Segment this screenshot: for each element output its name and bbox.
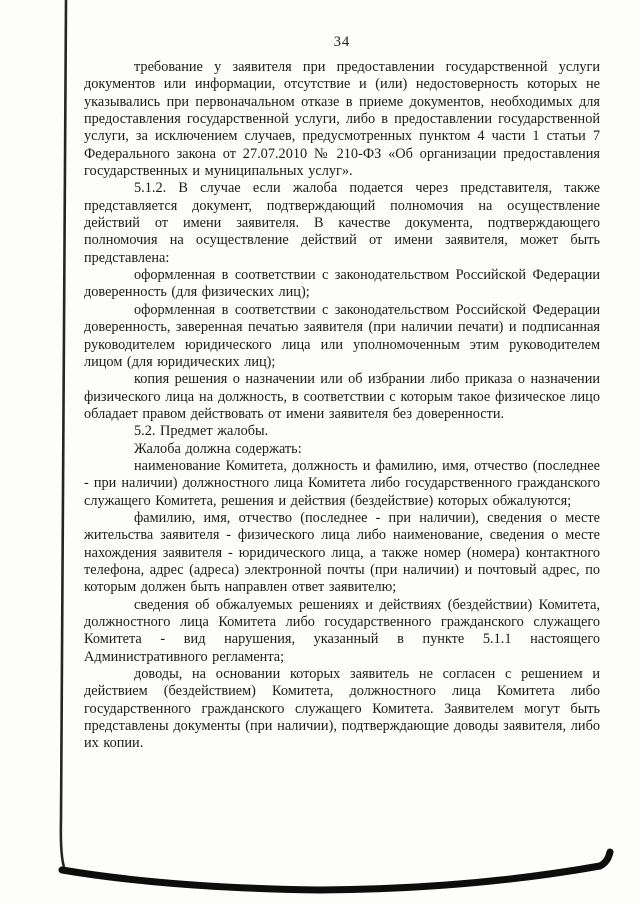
paragraph-power-of-attorney-legal-entities: оформленная в соответствии с законодательством Российской Федерации доверенность, заверенная печатью заявителя (при наличии печати) и подписанная руководителем юридического лица или уполномоченным этим руководителем лицом (для юридических лиц); bbox=[84, 301, 600, 370]
paragraph-power-of-attorney-individuals: оформленная в соответствии с законодательством Российской Федерации доверенность (для физических лиц); bbox=[84, 267, 600, 301]
paragraph-applicant-details-item: фамилию, имя, отчество (последнее - при наличии), сведения о месте жительства заявителя - физического лица либо наименование, сведения о месте нахождения заявителя - юридического лица, а также номер (номера) контактного телефона, адрес (адреса) электронной почты (при наличии) и почтовый адрес, по которым должен быть направлен ответ заявителю; bbox=[84, 509, 600, 596]
page-number: 34 bbox=[333, 34, 351, 50]
paragraph-arguments-item: доводы, на основании которых заявитель не согласен с решением и действием (бездействием) Комитета, должностного лица Комитета либо государственного гражданского служащего Комитета. Заявителем могут быть представлены документы (при наличии), подтверждающие доводы заявителя, либо их копии. bbox=[84, 666, 600, 752]
paragraph-5-2-heading: 5.2. Предмет жалобы. bbox=[134, 423, 269, 440]
paragraph-5-1-2: 5.1.2. В случае если жалоба подается через представителя, также представляется документ, подтверждающий полномочия на осуществление действий от имени заявителя. В качестве документа, подтверждающего полномочия на осуществление действий от имени заявителя, может быть представлена: bbox=[84, 180, 600, 266]
scan-edge-bottom bbox=[62, 852, 610, 890]
scan-edge-left bbox=[61, 0, 66, 872]
paragraph-requirement-clause: требование у заявителя при предоставлении государственной услуги документов или информации, отсутствие и (или) недостоверность которых не указывались при первоначальном отказе в приеме документов, необходимых для предоставления государственной услуги, либо в предоставлении государственной услуги, за исключением случаев, предусмотренных пунктом 4 части 1 статьи 7 Федерального закона от 27.07.2010 № 210-ФЗ «Об организации предоставления государственных и муниципальных услуг». bbox=[84, 59, 600, 180]
paragraph-committee-name-item: наименование Комитета, должность и фамилию, имя, отчество (последнее - при наличии) должностного лица Комитета либо государственного гражданского служащего Комитета, решения и действия (бездействие) которых обжалуются; bbox=[84, 457, 600, 509]
paragraph-copy-of-decision: копия решения о назначении или об избрании либо приказа о назначении физического лица на должность, в соответствии с которым такое физическое лицо обладает правом действовать от имени заявителя без доверенности. bbox=[84, 371, 600, 422]
document-body bbox=[84, 59, 600, 753]
paragraph-complaint-must-contain: Жалоба должна содержать: bbox=[134, 440, 302, 457]
paragraph-contested-decisions-item: сведения об обжалуемых решениях и действиях (бездействии) Комитета, должностного лица Комитета либо государственного гражданского служащего Комитета - вид нарушения, указанный в пункте 5.1.1 настоящего Административного регламента; bbox=[84, 596, 600, 665]
